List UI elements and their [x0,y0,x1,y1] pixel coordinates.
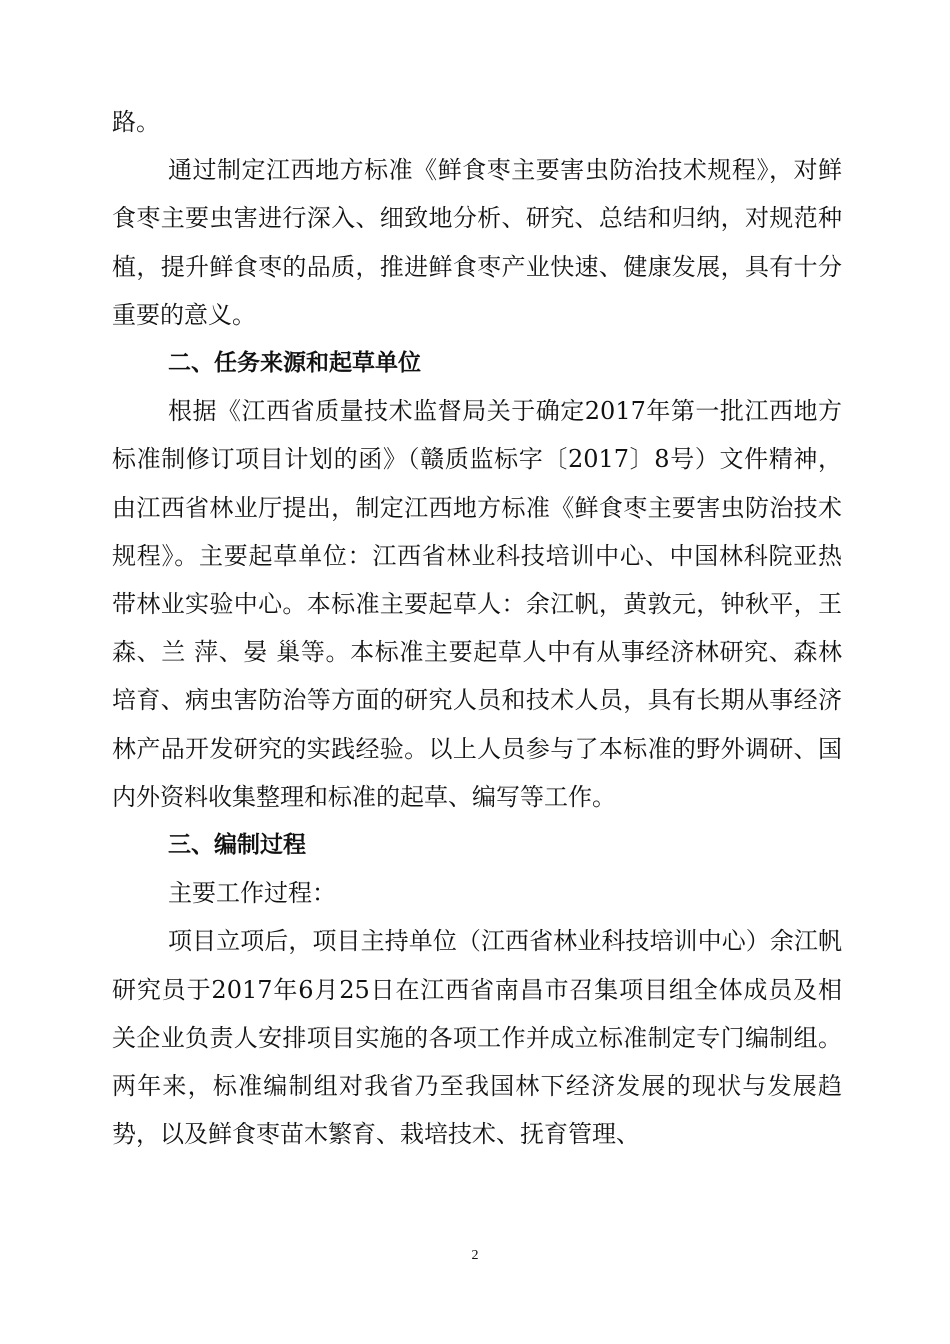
section-heading-process: 三、编制过程 [168,832,306,859]
paragraph-task-source: 根据《江西省质量技术监督局关于确定2017年第一批江西地方标准制修订项目计划的函》（赣质监标字〔2017〕8号）文件精神，由江西省林业厅提出，制定江西地方标准《鲜食枣主要害虫防治技术规程》。主要起草单位：江西省林业科技培训中心、中国林科院亚热带林业实验中心。本标准主要起草人：余江帆，黄敦元，钟秋平，王 森、兰 萍、晏 巢等。本标准主要起草人中有从事经济林研究、森林培育、病虫害防治等方面的研究人员和技术人员，具有长期从事经济林产品开发研究的实践经验。以上人员参与了本标准的野外调研、国内外资料收集整理和标准的起草、编写等工作。 [112,397,842,811]
paragraph-significance: 通过制定江西地方标准《鲜食枣主要害虫防治技术规程》，对鲜食枣主要虫害进行深入、细致地分析、研究、总结和归纳，对规范种植，提升鲜食枣的品质，推进鲜食枣产业快速、健康发展，具有十分重要的意义。 [112,156,842,329]
paragraph-continuation: 路。 [112,108,160,136]
page-number: 2 [471,1248,479,1263]
document-body [112,98,842,1158]
paragraph-main-process-label: 主要工作过程： [168,879,336,908]
paragraph-process-details: 项目立项后，项目主持单位（江西省林业科技培训中心）余江帆研究员于2017年6月25日在江西省南昌市召集项目组全体成员及相关企业负责人安排项目实施的各项工作并成立标准制定专门编制组。两年来，标准编制组对我省乃至我国林下经济发展的现状与发展趋势，以及鲜食枣苗木繁育、栽培技术、抚育管理、 [112,927,842,1149]
section-heading-task-source: 二、任务来源和起草单位 [168,350,421,377]
